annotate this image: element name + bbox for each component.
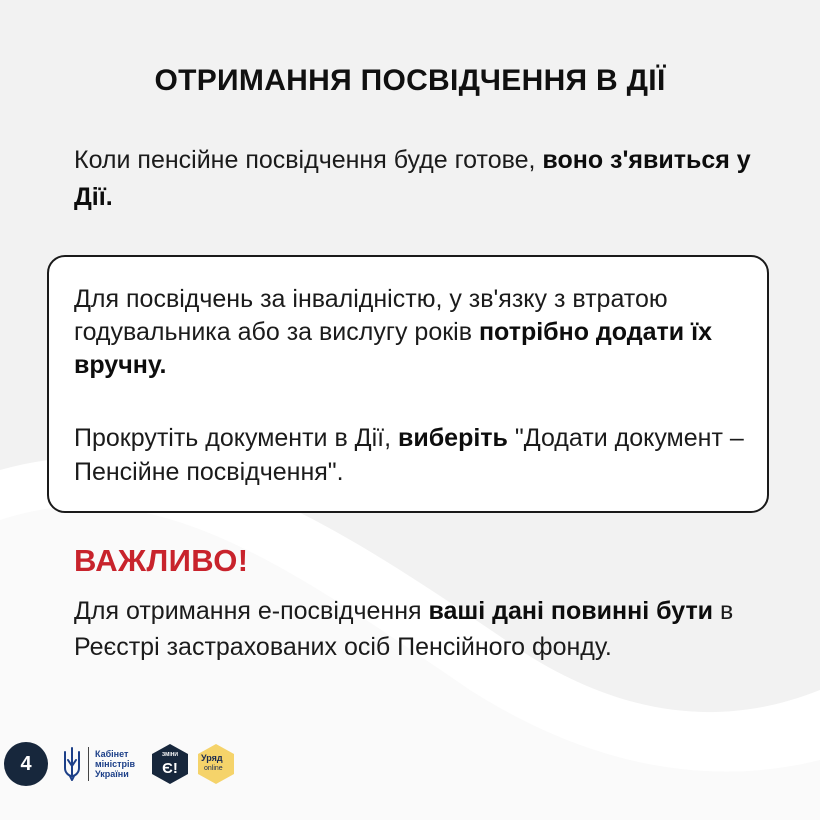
cabinet-logo-text (95, 749, 143, 779)
card-paragraph-2 (74, 421, 754, 489)
card-p2-normal-start: Прокрутіть документи в Дії, (74, 424, 398, 452)
zminy-letter: Є! (162, 760, 178, 777)
uriad-online-logo (195, 743, 237, 785)
cabinet-line-2: міністрів (95, 759, 136, 769)
uriad-line-1: Уряд (201, 753, 223, 763)
intro-text (74, 142, 774, 216)
card-p1-bold: потрібно додати їх вручну. (74, 318, 712, 379)
important-text (74, 593, 774, 665)
card-p1-normal: Для посвідчень за інвалідністю, у зв'язку з втратою годувальника або за вислугу років (74, 285, 668, 346)
important-normal-start: Для отримання е-посвідчення (74, 597, 429, 625)
page-title: ОТРИМАННЯ ПОСВІДЧЕННЯ В ДІЇ (154, 64, 666, 97)
intro-normal: Коли пенсійне посвідчення буде готове, (74, 146, 543, 174)
cabinet-line-3: України (95, 769, 129, 779)
trident-icon (62, 746, 82, 782)
important-bold: ваші дані повинні бути (428, 597, 714, 625)
card-p2-bold: виберіть (398, 424, 508, 452)
page-number-badge: 4 (4, 742, 48, 786)
intro-bold: воно з'явиться у Дії. (74, 146, 751, 211)
footer-logos (4, 740, 237, 788)
uriad-line-2: online (204, 765, 223, 772)
zminy-logo-icon (149, 743, 191, 785)
card-paragraph-1 (74, 283, 754, 382)
important-normal-end: в Реєстрі застрахованих осіб Пенсійного фонду. (74, 597, 734, 661)
uriad-shape-icon (195, 743, 237, 785)
zminy-label: ЗМІНИ (162, 752, 178, 758)
important-heading: ВАЖЛИВО! (74, 543, 249, 578)
cabinet-line-1: Кабінет (95, 749, 129, 759)
info-card (47, 255, 769, 513)
logo-divider (88, 747, 89, 781)
card-p2-normal-end: "Додати документ – Пенсійне посвідчення". (74, 424, 744, 486)
